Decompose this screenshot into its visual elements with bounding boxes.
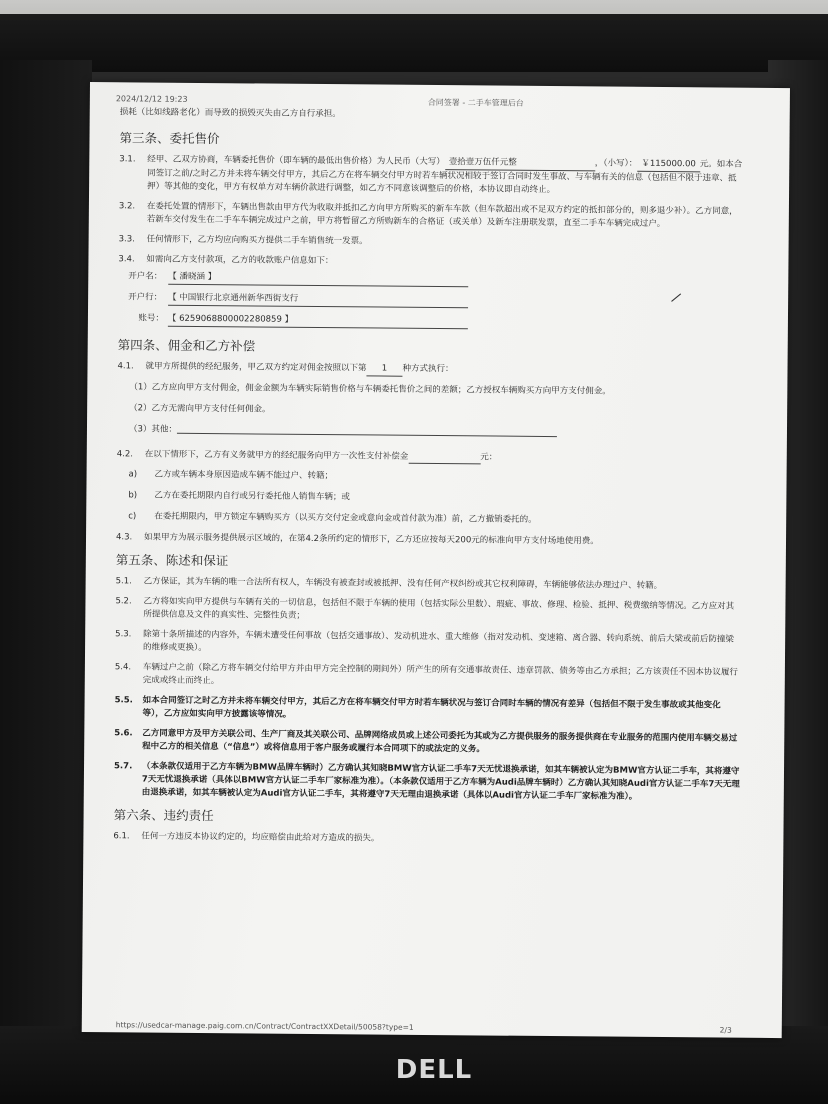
clause-6-1: 6.1. 任何一方违反本协议约定的，均应赔偿由此给对方造成的损失。 <box>113 831 380 844</box>
clause-3-1: 3.1. 经甲、乙双方协商，车辆委托售价（即车辆的最低出售价格）为人民币（大写） 壹拾壹万伍仟元整 ，（小写）： ￥115000.00 元。如本合同签订之前/之时乙方并未将车辆交付甲方，其后乙方在将车辆交付甲方时若车辆状况相较于签订合同时发生事故、与车辆有关的信息（包括但不限于违章、抵押）等其他的变化，甲方有权单方对车辆价款进行调整，如乙方不同意该调整后的价格，本协议即自动终止。 <box>119 154 743 196</box>
contract-page <box>82 82 790 1038</box>
section-6-title: 第六条、违约责任 <box>113 807 214 824</box>
clause-3-3: 3.3. 任何情形下，乙方均应向购买方提供二手车销售统一发票。 <box>118 234 368 247</box>
clause-4-2: 4.2. 在以下情形下，乙方有义务就甲方的经纪服务向甲方一次性支付补偿金 元： <box>116 449 498 463</box>
clause-5-7: 5.7. （本条款仅适用于乙方车辆为BMW品牌车辆时）乙方确认其知晓BMW官方认证二手车7天无忧退换承诺，如其车辆被认定为BMW官方认证二手车，其将遵守7天无忧退换承诺（具体以BMW官方认证二手车厂家标准为准）。（本条款仅适用于乙方车辆为Audi品牌车辆时）乙方确认其知晓Audi官方认证二手车7天无理由退换承诺，如其车辆被认定为Audi官方认证二手车，其将遵守7天无理由退换承诺（具体以Audi官方认证二手车厂家标准为准）。 <box>113 761 740 802</box>
print-footer <box>115 1020 732 1035</box>
clause-5-1: 5.1. 乙方保证，其为车辆的唯一合法所有权人，车辆没有被查封或被抵押、没有任何产权纠纷或其它权利障碍，车辆能够依法办理过户、转籍。 <box>115 576 663 592</box>
case-a: a) 乙方或车辆本身原因造成车辆不能过户、转籍； <box>128 469 334 482</box>
section-4-title: 第四条、佣金和乙方补偿 <box>117 337 256 354</box>
section-3-title: 第三条、委托售价 <box>119 130 220 147</box>
page-number: 2/3 <box>719 1025 732 1035</box>
clause-4-3: 4.3. 如果甲方为展示服务提供展示区域的，在第4.2条所约定的情形下，乙方还应按每天200元的标准向甲方支付场地使用费。 <box>115 532 599 547</box>
contract-body <box>113 108 745 855</box>
dell-logo: DELL <box>395 1055 473 1085</box>
case-b: b) 乙方在委托期限内自行或另行委托他人销售车辆；或 <box>128 490 350 503</box>
print-title: 合同签署 - 二手车管理后台 <box>427 97 524 108</box>
section-5-title: 第五条、陈述和保证 <box>115 552 229 569</box>
bank-row: 开户行： 【 中国银行北京通州新华西街支行 <box>128 290 744 310</box>
compensation-blank <box>408 454 480 465</box>
option-1: （1）乙方应向甲方支付佣金，佣金金额为车辆实际销售价格与车辆委托售价之间的差额；乙方授权车辆购买方向甲方支付佣金。 <box>129 382 611 397</box>
account-name-row: 开户名： 【 潘晓涵 】 <box>128 269 744 289</box>
clause-3-2: 3.2. 在委托处置的情形下，车辆出售款由甲方代为收取并抵扣乙方向甲方所购买的新车车款（但车款超出或不足双方约定的抵扣部分的，则多退少补）。乙方同意，若新车交付发生在二手车车辆完成过户之前，甲方将暂留乙方所购新车的合格证（或关单）及新车注册联发票，直至二手车车辆完成过户。 <box>118 201 738 230</box>
clause-5-3: 5.3. 除第十条所描述的内容外，车辆未遭受任何事故（包括交通事故）、发动机进水、重大维修（指对发动机、变速箱、离合器、转向系统、前后大梁或前后防撞梁的维修或更换）。 <box>115 629 734 654</box>
price-numeric: ￥115000.00 <box>637 158 700 173</box>
monitor-top-bezel <box>0 14 828 72</box>
option-2: （2）乙方无需向甲方支付任何佣金。 <box>129 403 271 415</box>
bank-value: 【 中国银行北京通州新华西街支行 <box>168 291 468 309</box>
monitor-left-edge <box>0 60 92 1040</box>
footer-url: https://usedcar-manage.paig.com.cn/Contract/ContractXXDetail/50058?type=1 <box>115 1020 414 1032</box>
account-number-row: 账号： 【 6259068800002280859 】 <box>128 311 744 331</box>
clause-5-6: 5.6. 乙方同意甲方及甲方关联公司、生产厂商及其关联公司、品牌网络成员或上述公司委托为其或为乙方提供服务的服务提供商在专业服务的范围内使用车辆交易过程中乙方的相关信息（“信息”）或将信息用于客户服务或履行本合同项下的或法定的义务。 <box>114 728 738 755</box>
account-name-value: 【 潘晓涵 】 <box>168 270 468 288</box>
clause-5-2: 5.2. 乙方将如实向甲方提供与车辆有关的一切信息，包括但不限于车辆的使用（包括实际公里数）、瑕疵、事故、修理、检验、抵押、税费缴纳等情况。乙方应对其所提供信息及文件的真实性、完整性负责； <box>115 596 735 621</box>
clause-5-4: 5.4. 车辆过户之前（除乙方将车辆交付给甲方并由甲方完全控制的期间外）所产生的所有交通事故责任、违章罚款、债务等由乙方承担；乙方该责任不因本协议履行完成或终止而终止。 <box>114 662 738 687</box>
price-uppercase: 壹拾壹万伍仟元整 <box>445 156 595 171</box>
account-number-value: 【 6259068800002280859 】 <box>168 312 468 330</box>
commission-option-number: 1 <box>366 362 402 376</box>
clause-4-1: 4.1. 就甲方所提供的经纪服务，甲乙双方约定对佣金按照以下第 1 种方式执行： <box>117 360 743 379</box>
option-3-blank <box>177 424 557 437</box>
clause-5-5: 5.5. 如本合同签订之时乙方并未将车辆交付甲方，其后乙方在将车辆交付甲方时若车辆状况与签订合同时车辆的情况有差异（包括但不限于发生事故或其他变化等），乙方应如实向甲方披露该等情况。 <box>114 695 721 720</box>
case-c: c) 在委托期限内，甲方锁定车辆购买方（以买方交付定金或意向金或首付款为准）前，乙方撤销委托的。 <box>128 511 537 525</box>
option-3: （3）其他： <box>129 423 743 441</box>
continued-text: 损耗（比如线路老化）而导致的损毁灭失由乙方自行承担。 <box>119 107 341 120</box>
clause-3-4: 3.4. 如需向乙方支付款项，乙方的收款账户信息如下： <box>118 254 334 267</box>
print-date: 2024/12/12 19:23 <box>115 94 188 104</box>
print-header <box>115 94 750 108</box>
